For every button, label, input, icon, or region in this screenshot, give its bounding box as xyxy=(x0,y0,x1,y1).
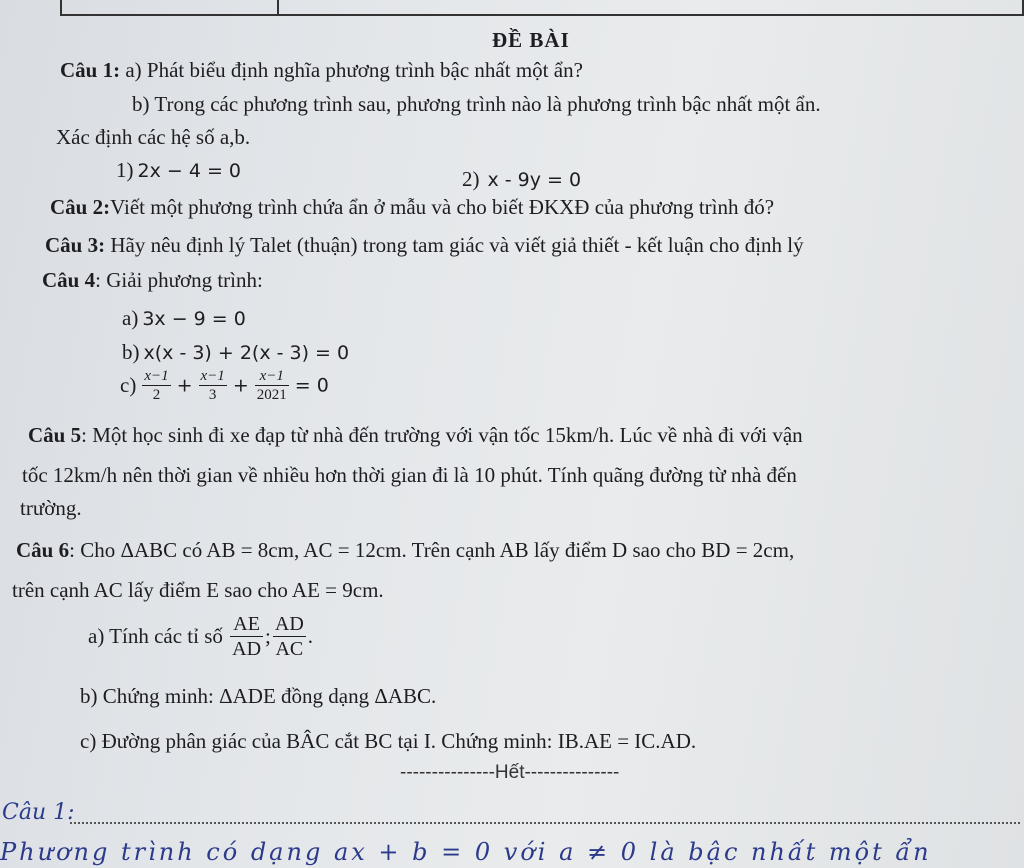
question-4 xyxy=(42,268,263,293)
question-5-text-1: : Một học sinh đi xe đạp từ nhà đến trường với vận tốc 15km/h. Lúc về nhà đi với vận xyxy=(81,423,803,447)
answer-dotted-line xyxy=(70,822,1020,824)
question-6-b: b) Chứng minh: ΔADE đồng dạng ΔABC. xyxy=(80,684,437,708)
question-4-a xyxy=(122,306,246,331)
fraction-2-denominator: 3 xyxy=(208,387,217,403)
q6-a-text: a) Tính các tỉ số xyxy=(88,624,223,648)
question-5-line2: tốc 12km/h nên thời gian về nhiều hơn thời gian đi là 10 phút. Tính quãng đường từ nhà đến xyxy=(22,463,797,487)
question-6-a xyxy=(88,612,313,661)
question-2-text: Viết một phương trình chứa ẩn ở mẫu và cho biết ĐKXĐ của phương trình đó? xyxy=(110,195,775,219)
question-2-label: Câu 2: xyxy=(50,195,111,219)
eq2-label: 2) xyxy=(462,167,480,191)
question-1-b-line1: b) Trong các phương trình sau, phương trình nào là phương trình bậc nhất một ẩn. xyxy=(132,92,821,116)
fraction-3-denominator: 2021 xyxy=(256,387,287,403)
header-table-divider xyxy=(277,0,279,14)
question-6-line1 xyxy=(16,538,794,563)
question-5-label: Câu 5 xyxy=(28,423,82,447)
question-6-text-1: : Cho ΔABC có AB = 8cm, AC = 12cm. Trên cạnh AB lấy điểm D sao cho BD = 2cm, xyxy=(69,538,795,562)
question-1-label: Câu 1: xyxy=(60,58,121,82)
question-1-line-a xyxy=(60,58,583,83)
ratio-ae-ad xyxy=(230,612,263,661)
plus-sign-1: + xyxy=(176,374,193,397)
fraction-3-numerator: x−1 xyxy=(255,367,289,386)
ratio-ad-ac-denominator: AC xyxy=(275,638,304,660)
eq2-expression: x - 9y = 0 xyxy=(487,169,582,191)
question-4-b xyxy=(122,340,349,365)
question-5-line1 xyxy=(28,423,803,448)
question-5-line3: trường. xyxy=(20,496,82,520)
question-3 xyxy=(45,233,804,258)
ratio-ae-ad-denominator: AD xyxy=(232,638,262,660)
ratio-ae-ad-numerator: AE xyxy=(230,612,263,637)
fraction-1-numerator: x−1 xyxy=(144,368,169,384)
fraction-1-denominator: 2 xyxy=(152,387,161,403)
fraction-3 xyxy=(255,367,289,404)
question-6-line2: trên cạnh AC lấy điểm E sao cho AE = 9cm. xyxy=(12,578,384,602)
fraction-1 xyxy=(142,367,170,404)
question-1-b-line2: Xác định các hệ số a,b. xyxy=(56,125,251,149)
question-2 xyxy=(50,195,774,220)
q4-c-label: c) xyxy=(120,373,137,397)
question-6-label: Câu 6 xyxy=(16,538,70,562)
ratio-ad-ac xyxy=(273,612,306,661)
header-table-frame xyxy=(60,0,1024,16)
exam-title: ĐỀ BÀI xyxy=(492,28,570,52)
ratio-separator: ; xyxy=(265,624,271,648)
question-4-text: : Giải phương trình: xyxy=(95,268,263,292)
ratio-ad-ac-numerator: AD xyxy=(274,613,304,635)
ratio-end: . xyxy=(307,624,314,648)
fraction-2-numerator: x−1 xyxy=(200,368,225,384)
end-marker: ---------------Hết--------------- xyxy=(400,762,620,783)
question-3-label: Câu 3: xyxy=(45,233,106,257)
question-4-label: Câu 4 xyxy=(42,268,96,292)
q4-a-expression: 3x − 9 = 0 xyxy=(142,308,246,330)
handwritten-answer-label: Câu 1: xyxy=(2,800,75,825)
question-1-equation-2 xyxy=(462,167,581,192)
eq1-expression: 2x − 4 = 0 xyxy=(137,160,242,182)
handwritten-answer-text: Phương trình có dạng ax + b = 0 với a ≠ 0 là bậc nhất một ẩn xyxy=(0,838,932,866)
question-6-c: c) Đường phân giác của BÂC cắt BC tại I. Chứng minh: IB.AE = IC.AD. xyxy=(80,729,697,753)
question-1-equation-1 xyxy=(116,158,241,183)
plus-sign-2: + xyxy=(232,374,249,397)
question-3-text: Hãy nêu định lý Talet (thuận) trong tam giác và viết giả thiết - kết luận cho định lý xyxy=(105,233,804,257)
fraction-2 xyxy=(199,367,227,404)
equation-rhs: = 0 xyxy=(294,374,329,397)
q4-b-expression: x(x - 3) + 2(x - 3) = 0 xyxy=(143,342,350,364)
eq1-label: 1) xyxy=(116,158,134,182)
question-1-a-text: a) Phát biểu định nghĩa phương trình bậc nhất một ẩn? xyxy=(120,58,583,82)
q4-b-label: b) xyxy=(122,340,140,364)
q4-a-label: a) xyxy=(122,306,139,330)
question-4-c xyxy=(120,367,329,404)
